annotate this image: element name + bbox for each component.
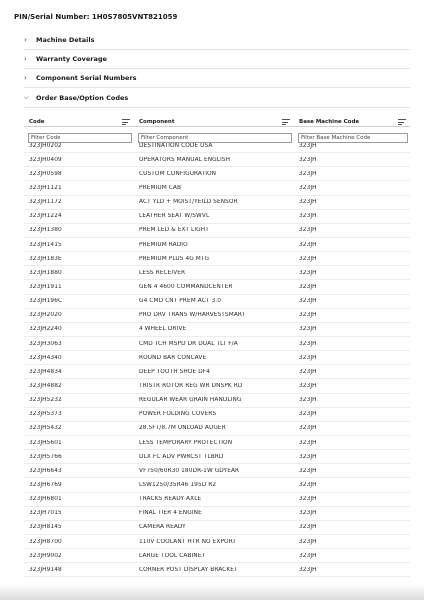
base-machine-code-cell: 323JH (299, 184, 317, 191)
filter-base-machine-code-input[interactable] (298, 133, 408, 143)
base-machine-code-cell: 323JH (299, 368, 317, 375)
component-cell: CAMERA READY (139, 524, 186, 531)
table-row[interactable] (24, 295, 410, 309)
table-row[interactable] (24, 351, 410, 365)
code-cell: 323JH4834 (29, 368, 62, 375)
section-title: Machine Details (36, 36, 95, 44)
code-cell: 323JH6643 (29, 467, 62, 474)
table-row[interactable] (24, 379, 410, 393)
table-row[interactable] (24, 493, 410, 507)
component-cell: GEN 4 4600 COMMANDCENTER (139, 283, 233, 290)
code-cell: 323JH5601 (29, 439, 62, 446)
base-machine-code-cell: 323JH (299, 566, 317, 573)
component-cell: PREM LED & EXT LIGHT (139, 227, 209, 234)
column-menu-icon[interactable] (282, 119, 290, 125)
component-cell: TRISTR ROTOR REG WR DNSPK RD (139, 382, 243, 389)
table-row[interactable] (24, 210, 410, 224)
base-machine-code-cell: 323JH (299, 439, 317, 446)
table-row[interactable] (24, 478, 410, 492)
component-cell: LESS RECEIVER (139, 269, 186, 276)
base-machine-code-cell: 323JH (299, 255, 317, 262)
code-cell: 323JH8700 (29, 538, 62, 545)
component-cell: LESS TEMPORARY PROTECTION (139, 439, 233, 446)
component-cell: ROUND BAR CONCAVE (139, 354, 207, 361)
column-header-base-machine-code[interactable]: Base Machine Code (294, 117, 410, 126)
base-machine-code-cell: 323JH (299, 496, 317, 503)
table-row[interactable] (24, 535, 410, 549)
code-cell: 323JH6769 (29, 481, 62, 488)
base-machine-code-cell: 323JH (299, 538, 317, 545)
base-machine-code-cell: 323JH (299, 170, 317, 177)
section-machine-details[interactable] (24, 31, 410, 50)
code-cell: 323JH7015 (29, 510, 62, 517)
column-header-component[interactable]: Component (134, 117, 294, 126)
base-machine-code-cell: 323JH (299, 552, 317, 559)
column-menu-icon[interactable] (398, 119, 406, 125)
base-machine-code-cell: 323JH (299, 142, 317, 149)
code-cell: 323JH6801 (29, 496, 62, 503)
code-cell: 323JH196C (29, 298, 63, 305)
table-row[interactable] (24, 337, 410, 351)
base-machine-code-cell: 323JH (299, 340, 317, 347)
code-cell: 323JH5432 (29, 425, 62, 432)
table-row[interactable] (24, 450, 410, 464)
section-warranty-coverage[interactable] (24, 50, 410, 69)
component-cell: TRACKS READY AXLE (139, 496, 202, 503)
base-machine-code-cell: 323JH (299, 397, 317, 404)
component-cell: LARGE TOOL CABINET (139, 552, 206, 559)
component-cell: 28.5FT/8.7M UNLOAD AUGER (139, 425, 226, 432)
code-cell: 323JH1380 (29, 227, 62, 234)
table-row[interactable] (24, 181, 410, 195)
code-cell: 323JH0409 (29, 156, 62, 163)
base-machine-code-cell: 323JH (299, 213, 317, 220)
base-machine-code-cell: 323JH (299, 312, 317, 319)
base-machine-code-cell: 323JH (299, 326, 317, 333)
base-machine-code-cell: 323JH (299, 425, 317, 432)
component-cell: PREMIUM PLUS 4G MTG (139, 255, 210, 262)
component-cell: PRO DRV TRANS W/HARVESTSMART (139, 312, 246, 319)
component-cell: PREMIUM CAB (139, 184, 182, 191)
chevron-right-icon: › (24, 73, 27, 82)
table-body (24, 139, 410, 577)
table-row[interactable] (24, 266, 410, 280)
base-machine-code-cell: 323JH (299, 241, 317, 248)
component-cell: 110V COOLANT HTR NO EXPORT (139, 538, 237, 545)
table-row[interactable] (24, 422, 410, 436)
chevron-right-icon: › (24, 54, 27, 63)
component-cell: PREMIUM RADIO (139, 241, 188, 248)
base-machine-code-cell: 323JH (299, 467, 317, 474)
base-machine-code-cell: 323JH (299, 453, 317, 460)
component-cell: DEEP TOOTH SHOE DF4 (139, 368, 211, 375)
component-cell: LSW1250/35R46 195D R2 (139, 481, 217, 488)
filter-code-input[interactable] (28, 133, 132, 143)
code-cell: 323JH1224 (29, 213, 62, 220)
filter-component-input[interactable] (138, 133, 292, 143)
code-cell: 323JH4340 (29, 354, 62, 361)
component-cell: G4 CMD CNT PREM ACT 3.0 (139, 298, 221, 305)
base-machine-code-cell: 323JH (299, 269, 317, 276)
code-cell: 323JH0598 (29, 170, 62, 177)
base-machine-code-cell: 323JH (299, 481, 317, 488)
section-title: Order Base/Option Codes (36, 94, 129, 102)
component-cell: FINAL TIER 4 ENGINE (139, 510, 202, 517)
base-machine-code-cell: 323JH (299, 510, 317, 517)
column-menu-icon[interactable] (122, 119, 130, 125)
table-row[interactable] (24, 521, 410, 535)
base-machine-code-cell: 323JH (299, 354, 317, 361)
table-row[interactable] (24, 252, 410, 266)
table-row[interactable] (24, 464, 410, 478)
table-row[interactable] (24, 549, 410, 563)
code-cell: 323JH1880 (29, 269, 62, 276)
component-cell: 4 WHEEL DRIVE (139, 326, 187, 333)
section-title: Component Serial Numbers (36, 74, 137, 82)
component-cell: CORNER POST DISPLAY BRACKET (139, 566, 238, 573)
component-cell: LEATHER SEAT W/SWVL (139, 213, 210, 220)
code-cell: 323JH183E (29, 255, 62, 262)
filter-row (24, 127, 410, 139)
table-row[interactable] (24, 323, 410, 337)
base-machine-code-cell: 323JH (299, 283, 317, 290)
table-row[interactable] (24, 280, 410, 294)
table-row[interactable] (24, 408, 410, 422)
code-cell: 323JH0202 (29, 142, 62, 149)
chevron-right-icon: › (24, 35, 27, 44)
base-machine-code-cell: 323JH (299, 382, 317, 389)
code-cell: 323JH3063 (29, 340, 62, 347)
code-cell: 323JH5232 (29, 397, 62, 404)
component-cell: OPERATORS MANUAL ENGLISH (139, 156, 231, 163)
component-cell: DLX FC ADV PWRCST TLBRD (139, 453, 224, 460)
pin-serial-number: PIN/Serial Number: 1H0S7805VNT821059 (14, 13, 178, 21)
code-cell: 323JH1415 (29, 241, 62, 248)
code-cell: 323JH2240 (29, 326, 62, 333)
base-machine-code-cell: 323JH (299, 227, 317, 234)
option-codes-table (24, 117, 410, 577)
code-cell: 323JH2020 (29, 312, 62, 319)
table-row[interactable] (24, 507, 410, 521)
code-cell: 323JH5373 (29, 411, 62, 418)
component-cell: DESTINATION CODE USA (139, 142, 213, 149)
code-cell: 323JH9002 (29, 552, 62, 559)
bottom-fade (0, 584, 424, 600)
component-cell: CUSTOM CONFIGURATION (139, 170, 217, 177)
table-header (24, 117, 410, 127)
base-machine-code-cell: 323JH (299, 199, 317, 206)
table-row[interactable] (24, 167, 410, 181)
component-cell: ACT YLD + MOIST/YEILD SENSOR (139, 199, 238, 206)
column-header-code[interactable]: Code (24, 117, 134, 126)
table-row[interactable] (24, 238, 410, 252)
section-component-serial-numbers[interactable] (24, 69, 410, 88)
base-machine-code-cell: 323JH (299, 411, 317, 418)
section-title: Warranty Coverage (36, 55, 107, 63)
code-cell: 323JH5766 (29, 453, 62, 460)
component-cell: CMD TCH MSPD DR DUAL TLT F/A (139, 340, 238, 347)
table-row[interactable] (24, 394, 410, 408)
code-cell: 323JH8145 (29, 524, 62, 531)
component-cell: REGULAR WEAR GRAIN HANDLING (139, 397, 242, 404)
code-cell: 323JH1172 (29, 199, 62, 206)
component-cell: VF750/60R30 180DR-1W GDYEAR (139, 467, 240, 474)
base-machine-code-cell: 323JH (299, 156, 317, 163)
table-row[interactable] (24, 196, 410, 210)
table-row[interactable] (24, 309, 410, 323)
base-machine-code-cell: 323JH (299, 524, 317, 531)
table-row[interactable] (24, 563, 410, 577)
chevron-down-icon: ⌵ (24, 94, 29, 101)
table-row[interactable] (24, 224, 410, 238)
table-row[interactable] (24, 436, 410, 450)
code-cell: 323JH4882 (29, 382, 62, 389)
component-cell: POWER FOLDING COVERS (139, 411, 217, 418)
table-row[interactable] (24, 153, 410, 167)
section-order-base-option-codes[interactable] (24, 89, 410, 108)
base-machine-code-cell: 323JH (299, 298, 317, 305)
table-row[interactable] (24, 365, 410, 379)
code-cell: 323JH9148 (29, 566, 62, 573)
code-cell: 323JH1911 (29, 283, 62, 290)
code-cell: 323JH1121 (29, 184, 62, 191)
